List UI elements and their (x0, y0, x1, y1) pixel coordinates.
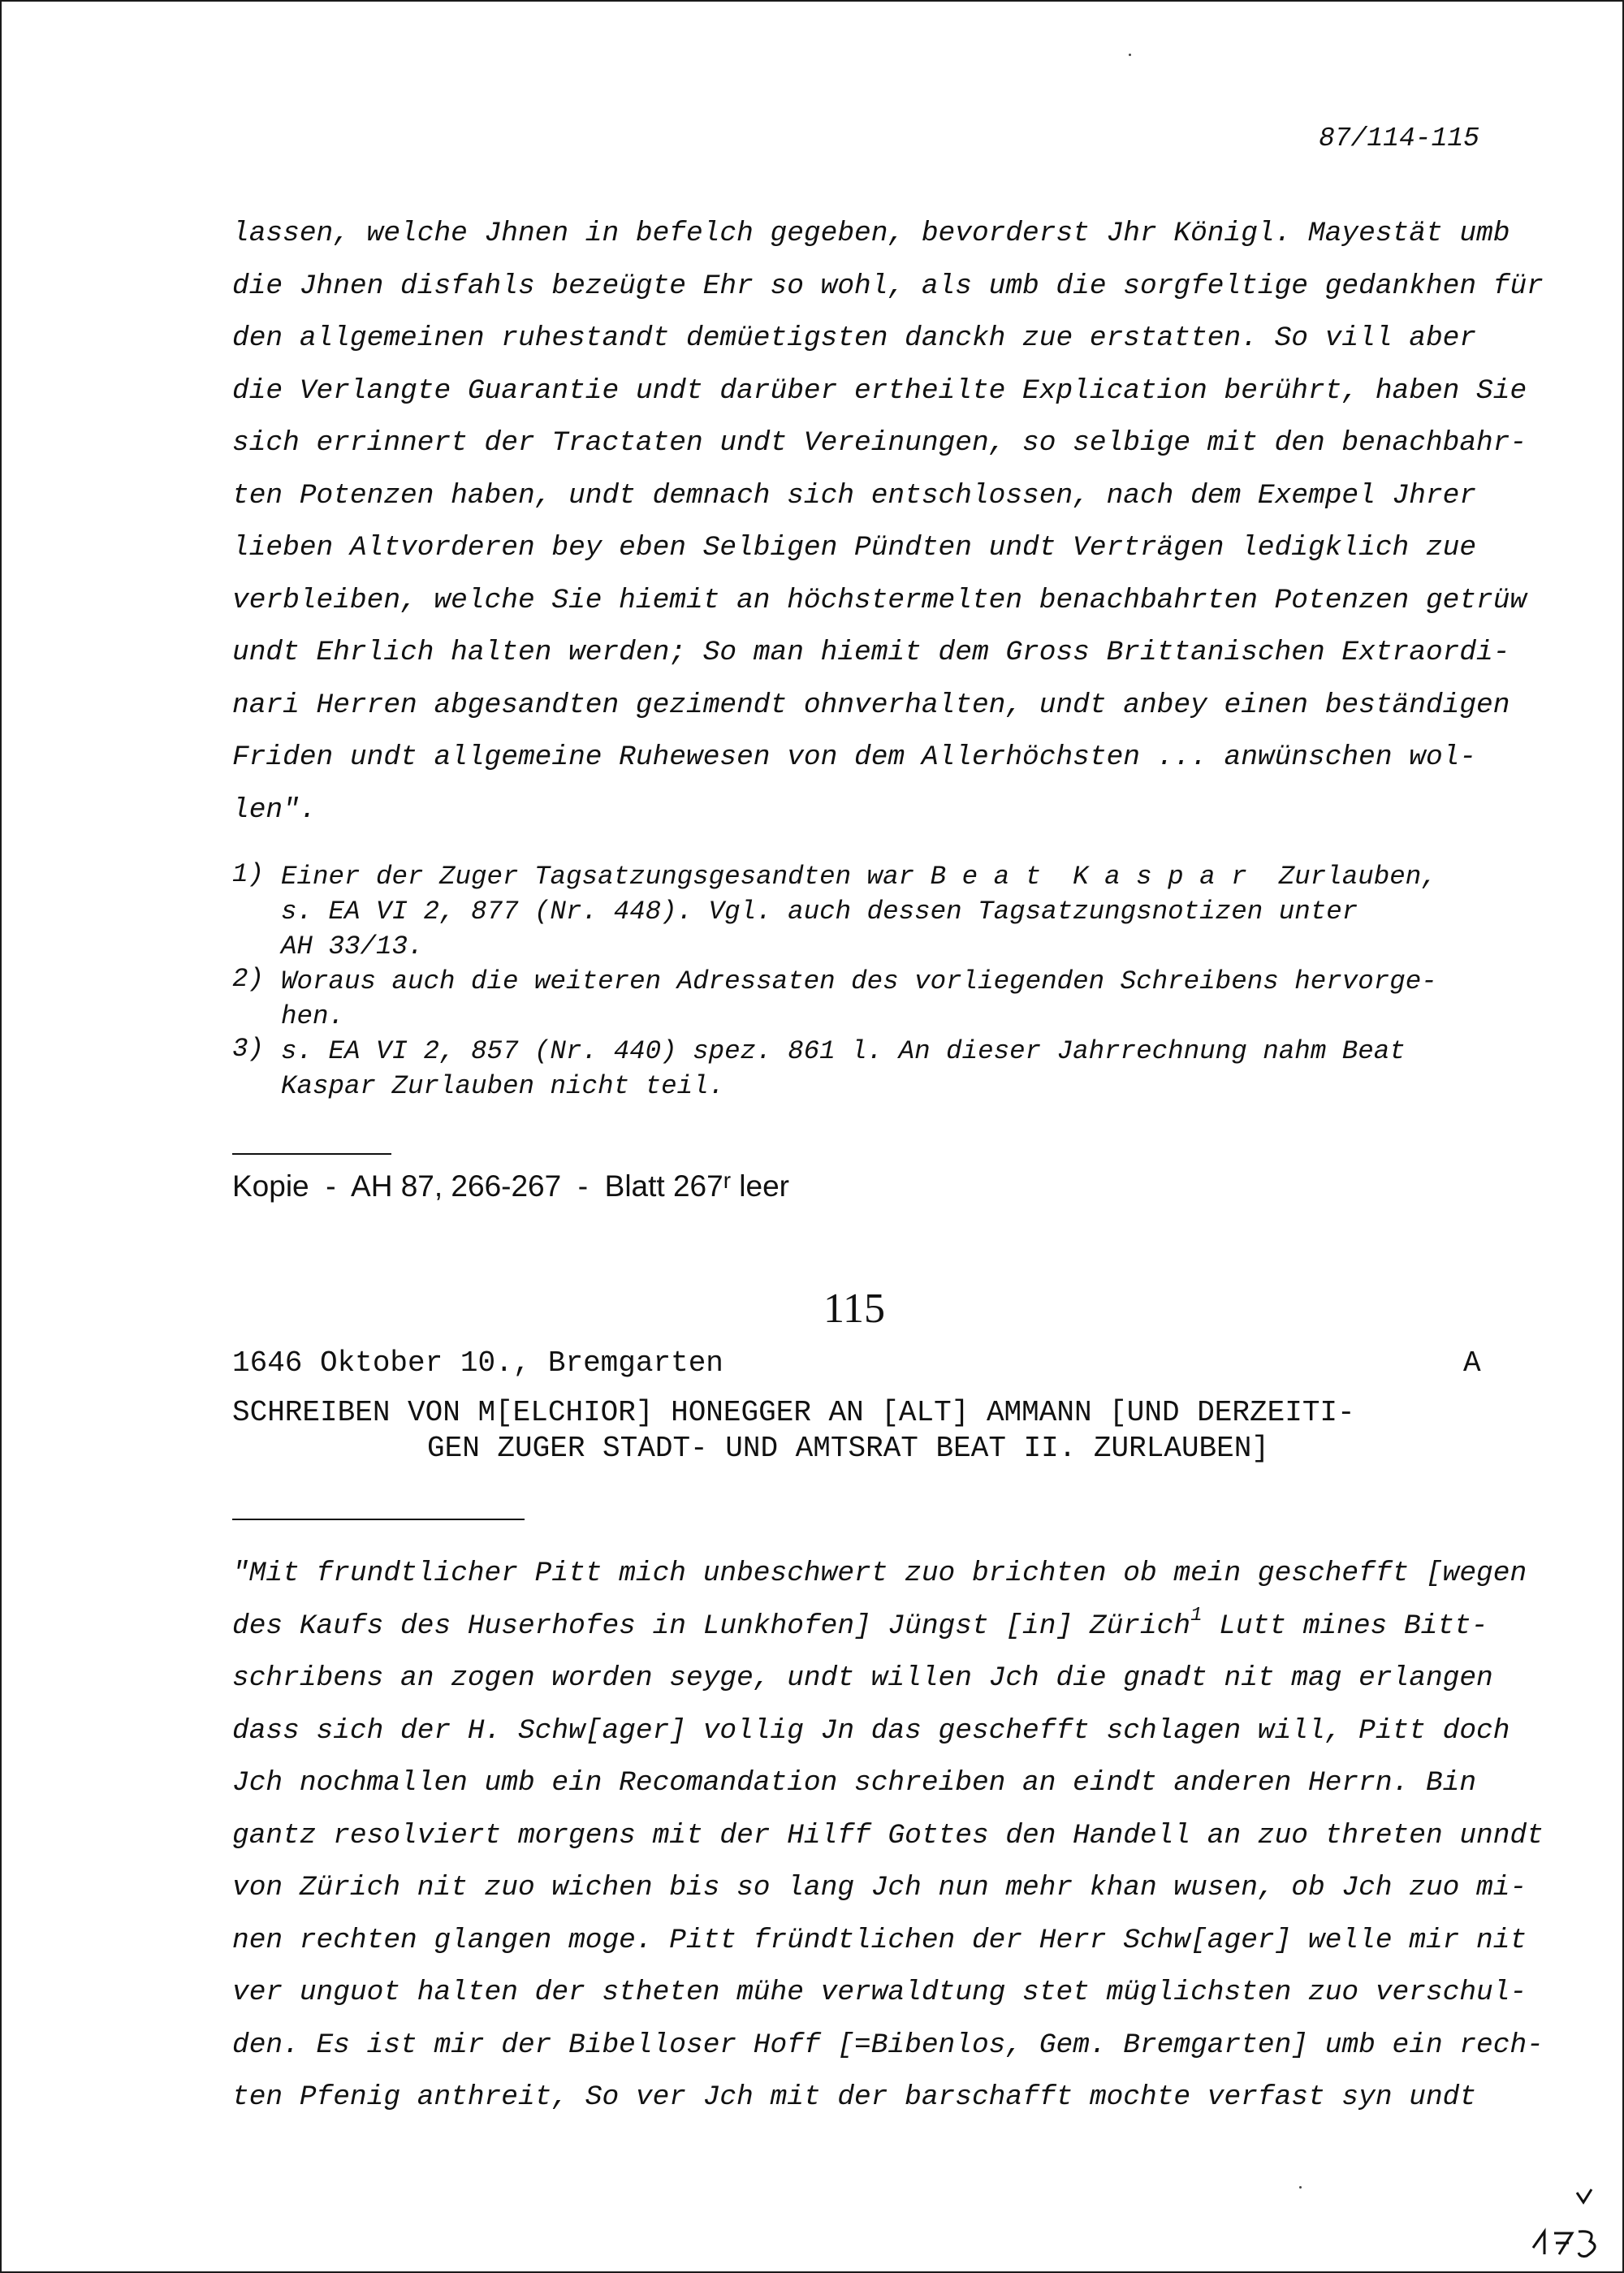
title-line-2: GEN ZUGER STADT- UND AMTSRAT BEAT II. ZURLAUBEN] (427, 1432, 1269, 1465)
page-reference: 87/114-115 (1318, 123, 1479, 153)
main-text-line: die Verlangte Guarantie undt darüber ertheilte Explication berührt, haben Sie (232, 374, 1527, 407)
letter-text-line (232, 1810, 1544, 1863)
letter-text-segment: ver unguot halten der stheten mühe verwaldtung stet müglichsten zuo verschul- (232, 1977, 1527, 2008)
footnote-number: 2) (232, 964, 265, 994)
letter-text-line (232, 2020, 1544, 2072)
footnote-text (281, 1034, 1406, 1104)
document-number: 115 (823, 1286, 886, 1332)
letter-text-segment: den. Es ist mir der Bibelloser Hoff [=Bibenlos, Gem. Bremgarten] umb ein rech- (232, 2029, 1544, 2061)
main-text-line: sich errinnert der Tractaten undt Vereinungen, so selbige mit den benachbahr- (232, 427, 1527, 459)
footnotes (232, 859, 1515, 1104)
letter-text-block (232, 1548, 1544, 2124)
footnote-line: Woraus auch die weiteren Adressaten des vorliegenden Schreibens hervorge- (281, 966, 1437, 996)
main-text-line: nari Herren abgesandten gezimendt ohnverhalten, undt anbey einen beständigen (232, 689, 1510, 721)
footnote-line: Einer der Zuger Tagsatzungsgesandten war B e a t K a s p a r Zurlauben, (281, 862, 1437, 892)
letter-text-line (232, 1601, 1515, 1653)
letter-text-segment: Lutt mines Bitt- (1202, 1610, 1488, 1642)
title-line-1: SCHREIBEN VON M[ELCHIOR] HONEGGER AN [ALT] AMMANN [UND DERZEITI- (232, 1396, 1355, 1429)
footnote-line: s. EA VI 2, 857 (Nr. 440) spez. 861 l. An dieser Jahrrechnung nahm Beat (281, 1036, 1406, 1066)
footnote-number: 3) (232, 1034, 265, 1064)
footnote (232, 859, 1515, 964)
speck (1129, 54, 1131, 56)
main-text-line: die Jhnen disfahls bezeügte Ehr so wohl, als umb die sorgfeltige gedankhen für (232, 270, 1544, 302)
source-suffix: leer (731, 1169, 790, 1203)
source-line (232, 1169, 789, 1203)
letter-text-segment: des Kaufs des Huserhofes in Lunkhofen] Jüngst [in] Zürich (232, 1610, 1191, 1642)
main-text-line: len". (232, 793, 317, 826)
footnote-line: hen. (281, 1001, 345, 1031)
letter-text-line (232, 1915, 1527, 1968)
letter-text-segment: schribens an zogen worden seyge, undt willen Jch die gnadt nit mag erlangen (232, 1662, 1493, 1694)
main-text-block (232, 208, 1544, 836)
footnote-text (281, 859, 1437, 964)
letter-text-segment: Jch nochmallen umb ein Recomandation schreiben an eindt anderen Herrn. Bin (232, 1767, 1477, 1799)
source-prefix: Kopie - AH 87, 266-267 - Blatt 267 (232, 1169, 723, 1203)
letter-text-segment: nen rechten glangen moge. Pitt fründtlichen der Herr Schw[ager] welle mir nit (232, 1924, 1527, 1956)
letter-text-line (232, 1548, 1527, 1601)
letter-text-segment: ten Pfenig anthreit, So ver Jch mit der barschafft mochte verfast syn undt (232, 2081, 1477, 2113)
document-title (232, 1395, 1515, 1467)
letter-text-line (232, 1653, 1515, 1705)
main-text-line: lieben Altvorderen bey eben Selbigen Pündten undt Verträgen ledigklich zue (232, 532, 1477, 564)
letter-text-line (232, 1862, 1527, 1915)
footnote-number: 1) (232, 859, 265, 889)
footnote-line: Kaspar Zurlauben nicht teil. (281, 1071, 725, 1101)
main-text-line: den allgemeinen ruhestandt demüetigsten danckh zue erstatten. So vill aber (232, 322, 1477, 354)
main-text-line: undt Ehrlich halten werden; So man hiemit dem Gross Brittanischen Extraordi- (232, 637, 1510, 668)
letter-text-line (232, 1705, 1515, 1758)
letter-text-segment: dass sich der H. Schw[ager] vollig Jn das geschefft schlagen will, Pitt doch (232, 1714, 1510, 1747)
letter-text-line (232, 1967, 1527, 2020)
footnote (232, 1034, 1515, 1104)
footnote (232, 964, 1515, 1034)
main-text-line: Friden undt allgemeine Ruhewesen von dem Allerhöchsten ... anwünschen wol- (232, 741, 1477, 773)
letter-text-line (232, 2072, 1515, 2124)
footnote-reference: 1 (1190, 1604, 1203, 1627)
letter-text-line (232, 1757, 1515, 1810)
footnote-text (281, 964, 1437, 1034)
footnote-line: s. EA VI 2, 877 (Nr. 448). Vgl. auch dessen Tagsatzungsnotizen unter (281, 897, 1358, 927)
date-place: 1646 Oktober 10., Bremgarten (232, 1346, 723, 1380)
main-text-line: verbleiben, welche Sie hiemit an höchstermelten benachbahrten Potenzen getrüw (232, 584, 1527, 616)
letter-text-segment: "Mit frundtlicher Pitt mich unbeschwert zuo brichten ob mein geschefft [wegen (232, 1558, 1527, 1589)
source-divider (232, 1153, 391, 1155)
letter-text-segment: gantz resolviert morgens mit der Hilff Gottes den Handell an zuo threten unndt (232, 1819, 1544, 1852)
main-text-line: ten Potenzen haben, undt demnach sich entschlossen, nach dem Exempel Jhrer (232, 479, 1477, 512)
main-text-line: lassen, welche Jhnen in befelch gegeben, bevorderst Jhr Königl. Mayestät umb (232, 218, 1510, 249)
letter-code: A (1463, 1346, 1481, 1380)
title-divider (232, 1519, 525, 1520)
source-superscript: r (723, 1168, 732, 1193)
footnote-line: AH 33/13. (281, 931, 424, 961)
letter-text-segment: von Zürich nit zuo wichen bis so lang Jch nun mehr khan wusen, ob Jch zuo mi- (232, 1872, 1527, 1904)
handwritten-folio-mark (1527, 2186, 1608, 2259)
speck (1299, 2186, 1302, 2189)
